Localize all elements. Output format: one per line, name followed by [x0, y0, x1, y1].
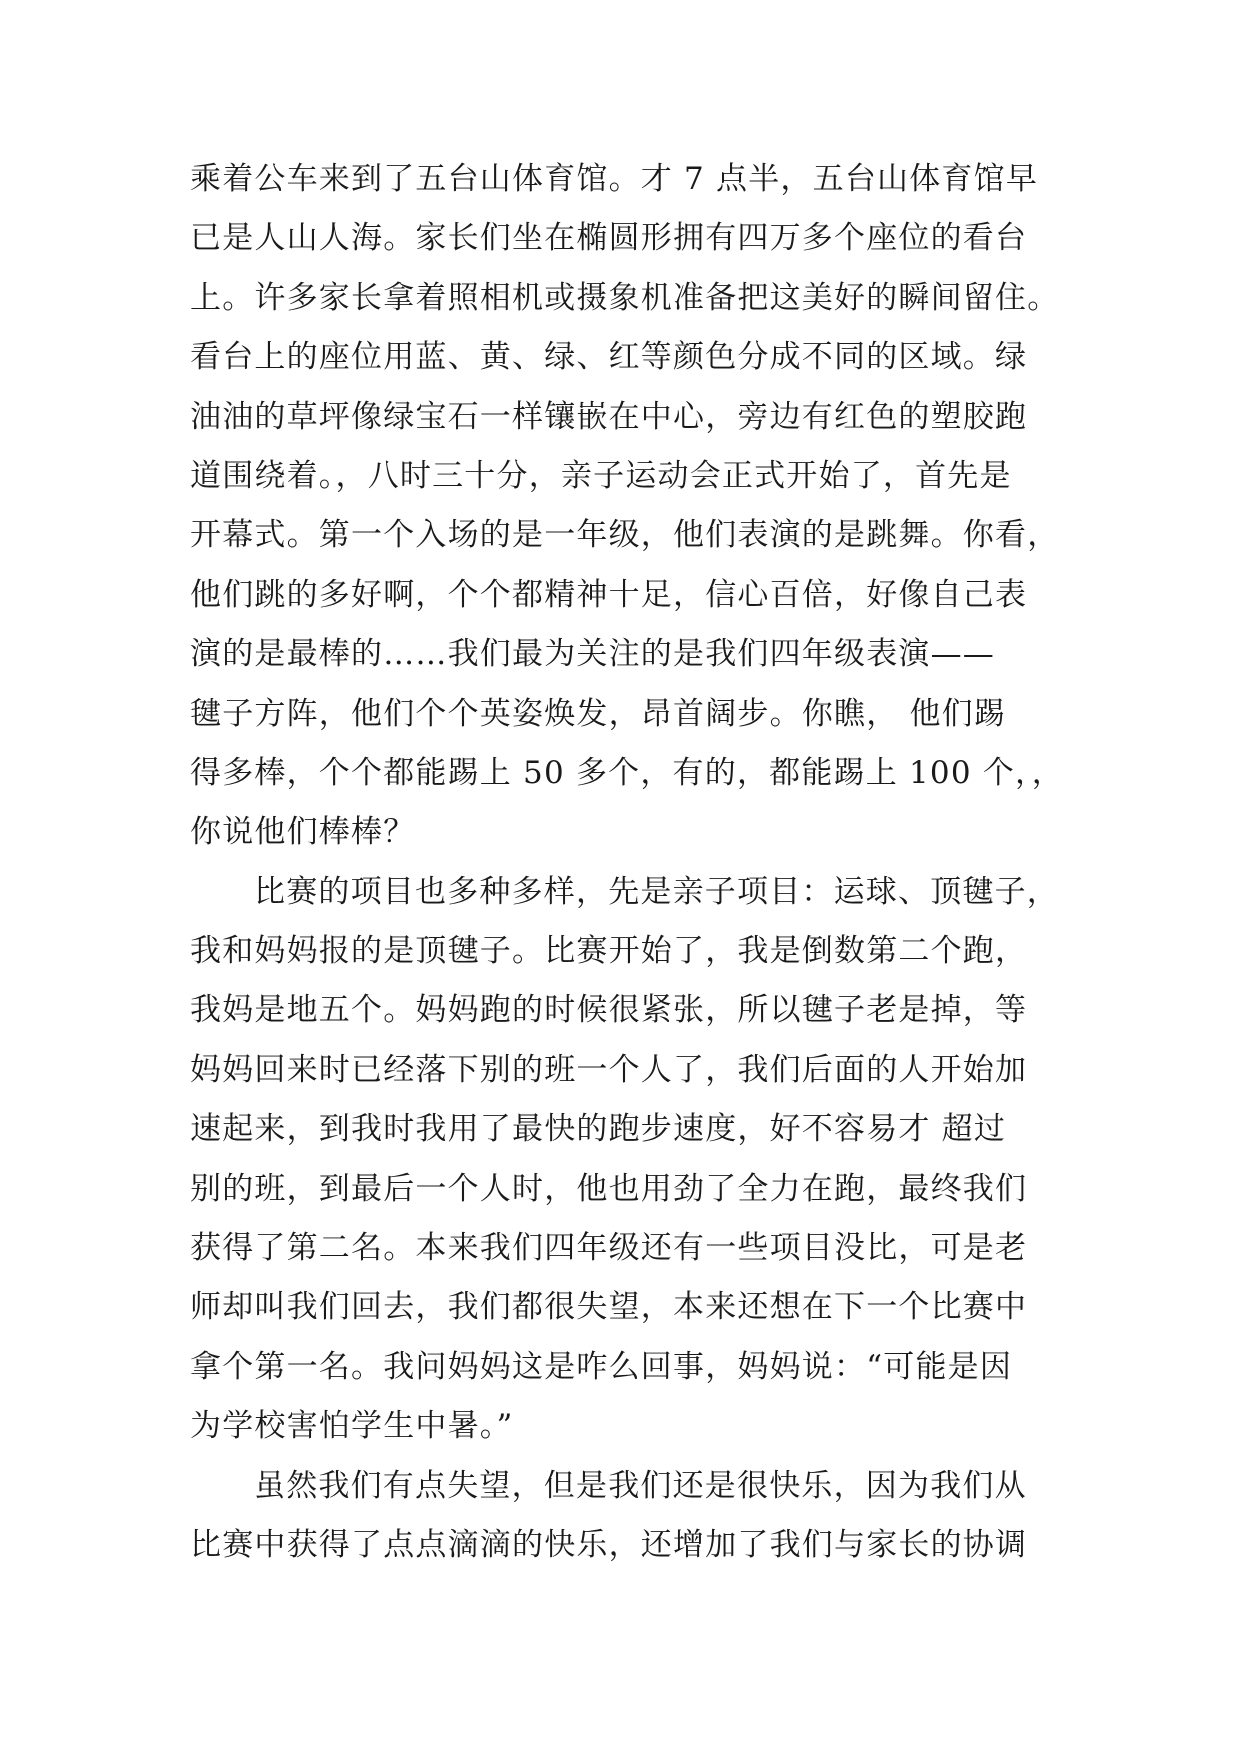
- text-line: 油油的草坪像绿宝石一样镶嵌在中心，旁边有红色的塑胶跑: [190, 398, 1028, 435]
- text-line: 开幕式。第一个入场的是一年级，他们表演的是跳舞。你看，: [190, 517, 1060, 554]
- text-line: 看台上的座位用蓝、黄、绿、红等颜色分成不同的区域。绿: [190, 339, 1028, 376]
- text-line: 比赛中获得了点点滴滴的快乐，还增加了我们与家长的协调: [190, 1526, 1028, 1563]
- text-line: 乘着公车来到了五台山体育馆。才 7 点半，五台山体育馆早: [190, 161, 1039, 197]
- body-text: [190, 150, 1064, 1575]
- text-line: 已是人山人海。家长们坐在椭圆形拥有四万多个座位的看台: [190, 220, 1028, 257]
- text-line: 为学校害怕学生中暑。”: [190, 1408, 514, 1445]
- text-line: 速起来，到我时我用了最快的跑步速度，好不容易才 超过: [190, 1111, 1007, 1148]
- text-line: 我和妈妈报的是顶毽子。比赛开始了，我是倒数第二个跑，: [190, 933, 1028, 970]
- text-line: 我妈是地五个。妈妈跑的时候很紧张，所以毽子老是掉，等: [190, 992, 1028, 1029]
- paragraph-first-line: 虽然我们有点失望，但是我们还是很快乐，因为我们从: [254, 1467, 1027, 1504]
- text-line: 得多棒，个个都能踢上 50 多个，有的，都能踢上 100 个，，: [190, 754, 1064, 791]
- text-line: 他们跳的多好啊，个个都精神十足，信心百倍，好像自己表: [190, 576, 1028, 613]
- text-line: 师却叫我们回去，我们都很失望，本来还想在下一个比赛中: [190, 1289, 1028, 1326]
- text-line: 拿个第一名。我问妈妈这是咋么回事，妈妈说：“可能是因: [190, 1348, 1013, 1385]
- text-line: 妈妈回来时已经落下别的班一个人了，我们后面的人开始加: [190, 1051, 1028, 1088]
- text-line: 演的是最棒的……我们最为关注的是我们四年级表演——: [190, 636, 995, 673]
- paragraph-first-line: 比赛的项目也多种多样，先是亲子项目：运球、顶毽子，: [254, 873, 1059, 910]
- text-line: 你说他们棒棒？: [190, 814, 416, 851]
- text-line: 获得了第二名。本来我们四年级还有一些项目没比，可是老: [190, 1230, 1028, 1267]
- text-line: 上。许多家长拿着照相机或摄象机准备把这美好的瞬间留住。: [190, 279, 1060, 316]
- text-line: 毽子方阵，他们个个英姿焕发，昂首阔步。你瞧， 他们踢: [190, 695, 1007, 732]
- text-line: 道围绕着。，八时三十分，亲子运动会正式开始了，首先是: [190, 457, 1012, 494]
- text-line: 别的班，到最后一个人时，他也用劲了全力在跑，最终我们: [190, 1170, 1028, 1207]
